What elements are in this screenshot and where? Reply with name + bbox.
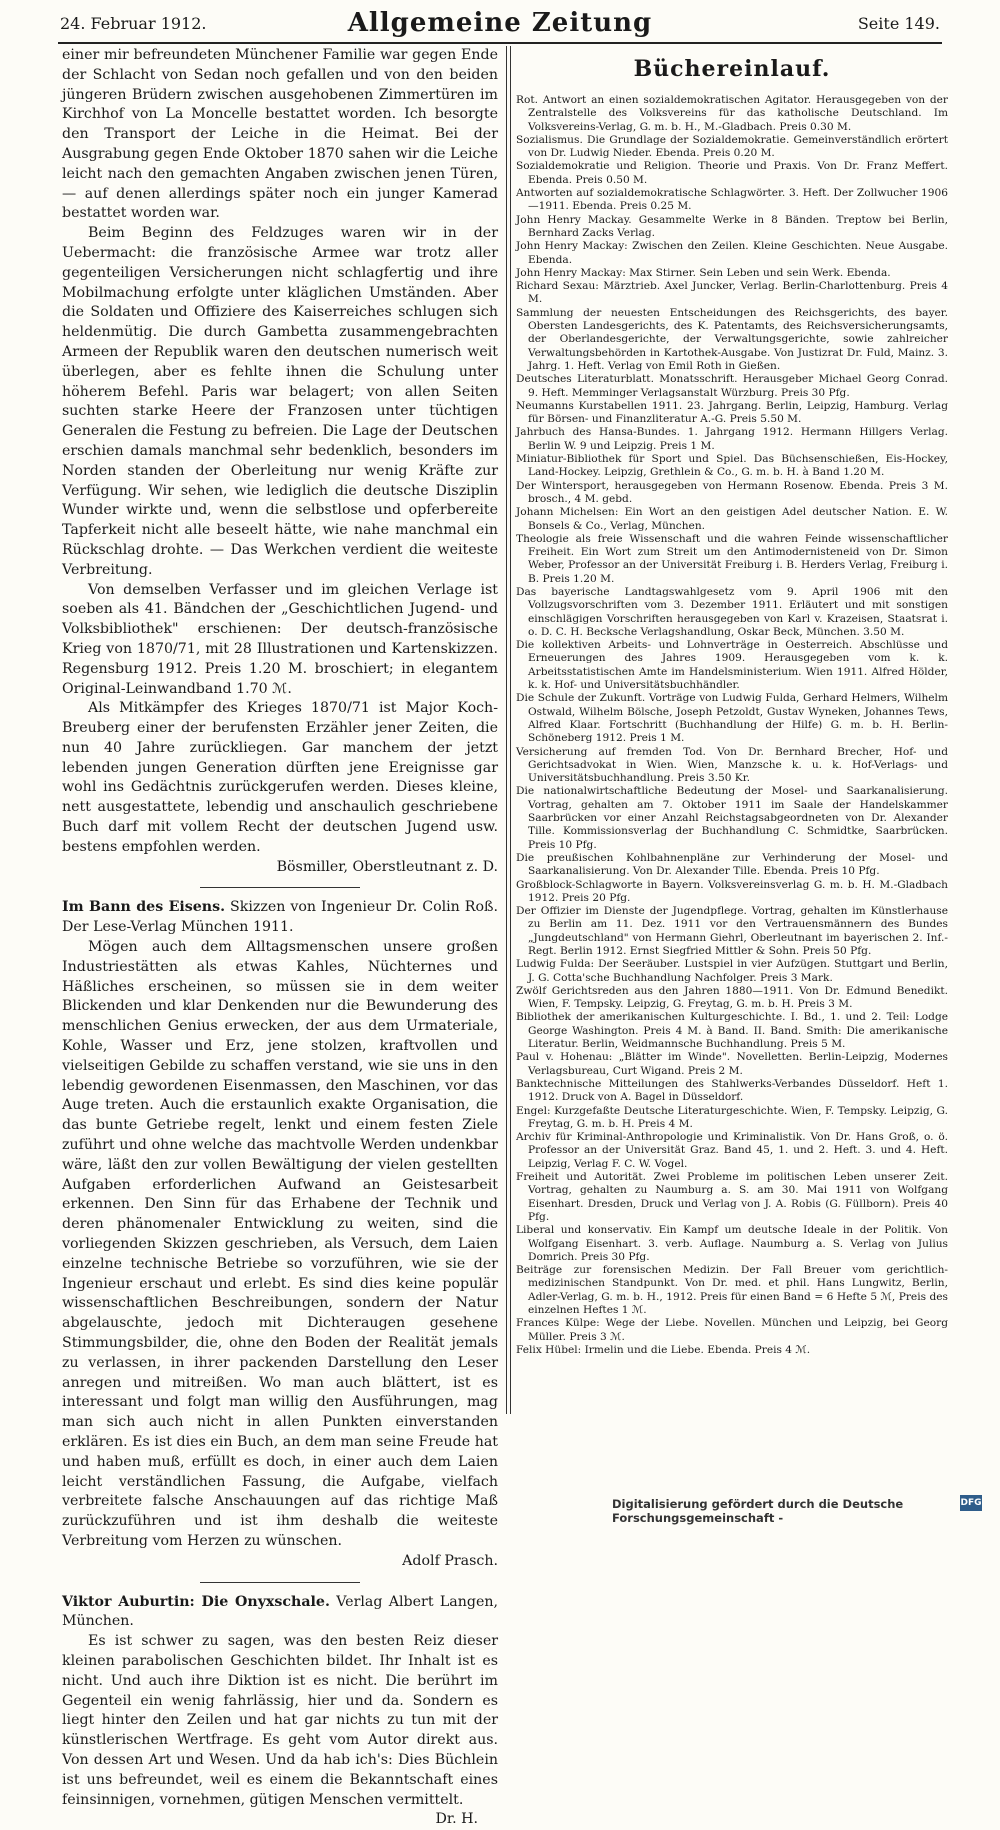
book-entry: Zwölf Gerichtsreden aus den Jahren 1880—1911. Von Dr. Edmund Benedikt. Wien, F. Tempsky. Leipzig, G. Freytag, G. m. b. H. Preis 3 M. — [516, 984, 948, 1011]
book-entry: Die kollektiven Arbeits- und Lohnverträge in Oesterreich. Abschlüsse und Erneuerungen des Jahres 1909. Herausgegeben vom k. k. Arbeitsstatistischen Amte im Handelsministerium. Wien 1911. Alfred Hölder, k. k. Hof- und Universitätsbuchhändler. — [516, 639, 948, 692]
book-entry: Archiv für Kriminal-Anthropologie und Kriminalistik. Von Dr. Hans Groß, o. ö. Professor an der Universität Graz. Band 45, 1. und 2. Heft. 3. und 4. Heft. Leipzig, Verlag F. C. W. Vogel. — [516, 1131, 948, 1170]
book-list — [516, 94, 948, 1357]
paragraph: einer mir befreundeten Münchener Familie war gegen Ende der Schlacht von Sedan noch gefallen und von den beiden jüngeren Brüdern zwischen ausgehobenen Zimmertüren im Kirchhof von La Moncelle bestattet worden. Ich besorgte den Transport der Leiche in die Heimat. Bei der Ausgrabung gegen Ende Oktober 1870 sahen wir die Leiche leicht nach den gemachten Angaben zwischen jenen Türen, — auf denen allerdings später noch ein junger Kamerad bestattet worden war. — [62, 47, 498, 222]
book-entry: Sozialdemokratie und Religion. Theorie und Praxis. Von Dr. Franz Meffert. Ebenda. Preis 0.50 M. — [516, 160, 948, 186]
paragraph: Beim Beginn des Feldzuges waren wir in der Uebermacht: die französische Armee war trotz aller gegenteiligen Versicherungen nicht schlagfertig und ihre Mobilmachung erfolgte unter kläglichen Umständen. Aber die Soldaten und Offiziere des Kaiserreiches schlugen sich heldenmütig. Die durch Gambetta zusammengebrachten Armeen der Republik waren den deutschen numerisch weit überlegen, aber es fehlte ihnen die Schulung unter höherem Befehl. Paris war belagert; von allen Seiten suchten starke Heere der Franzosen unter tüchtigen Generalen die Festung zu befreien. Die Lage der Deutschen erschien damals manchmal sehr bedenklich, besonders im Norden standen der Oberleitung nur wenig Kräfte zur Verfügung. Wir sehen, wie lediglich die deutsche Disziplin Wunder wirkte und, wenn die selbstlose und opferbereite Tapferkeit nicht alle beseelt hätte, wie nahe manchmal ein Rückschlag drohte. — Das Werkchen verdient die weiteste Verbreitung. — [62, 225, 498, 578]
book-entry: Rot. Antwort an einen sozialdemokratischen Agitator. Herausgegeben von der Zentralstelle des Volksvereins für das katholische Deutschland. Im Volksvereins-Verlag, G. m. b. H., M.-Gladbach. Preis 0.30 M. — [516, 94, 948, 133]
book-entry: Paul v. Hohenau: „Blätter im Winde". Novelletten. Berlin-Leipzig, Modernes Verlagsbureau, Curt Wigand. Preis 2 M. — [516, 1051, 948, 1077]
book-entry: Jahrbuch des Hansa-Bundes. 1. Jahrgang 1912. Hermann Hillgers Verlag. Berlin W. 9 und Leipzig. Preis 1 M. — [516, 426, 948, 452]
book-entry: Das bayerische Landtagswahlgesetz vom 9. April 1906 mit den Vollzugsvorschriften vom 3. Dezember 1911. Erläutert und mit sonstigen einschlägigen Vorschriften herausgegeben von Karl v. Krazeisen, Staatsrat i. o. D. C. H. Becksche Verlagshandlung, Oskar Beck, München. 3.50 M. — [516, 585, 948, 638]
book-entry: Theologie als freie Wissenschaft und die wahren Feinde wissenschaftlicher Freiheit. Ein Wort zum Streit um den Antimodernisteneid von Dr. Simon Weber, Professor an der Universität Freiburg i. B. Herders Verlag, Freiburg i. B. Preis 1.20 M. — [516, 532, 948, 585]
header-date: 24. Februar 1912. — [60, 14, 207, 33]
book-entry: Ludwig Fulda: Der Seeräuber. Lustspiel in vier Aufzügen. Stuttgart und Berlin, J. G. Cotta'sche Buchhandlung Nachfolger. Preis 3 Mark. — [516, 958, 948, 984]
book-entry: Miniatur-Bibliothek für Sport und Spiel. Das Büchsenschießen, Eis-Hockey, Land-Hockey. Leipzig, Grethlein & Co., G. m. b. H. à Band 1.20 M. — [516, 453, 948, 479]
book-entry: Liberal und konservativ. Ein Kampf um deutsche Ideale in der Politik. Von Wolfgang Eisenhart. 3. verb. Auflage. Naumburg a. S. Verlag von Julius Domrich. Preis 30 Pfg. — [516, 1224, 948, 1263]
signature-prasch: Adolf Prasch. — [402, 1552, 498, 1569]
signature-dr-h: Dr. H. — [435, 1811, 478, 1828]
book-entry: Die preußischen Kohlbahnenpläne zur Verhinderung der Mosel- und Saarkanalisierung. Von Dr. Alexander Tille. Ebenda. Preis 10 Pfg. — [516, 851, 948, 878]
column-divider-second — [510, 46, 511, 1414]
right-column — [516, 46, 948, 1357]
review-heading — [62, 898, 498, 938]
review-intro: Verlag Albert Langen, München. — [62, 1593, 498, 1630]
book-entry: Versicherung auf fremden Tod. Von Dr. Bernhard Brecher, Hof- und Gerichtsadvokat in Wien. Wien, Manzsche k. u. k. Hof-Verlags- und Universitätsbuchhandlung. Preis 3.50 Kr. — [516, 745, 948, 785]
signature-boesmiller: Bösmiller, Oberstleutnant z. D. — [276, 858, 498, 875]
page-header — [60, 8, 940, 38]
book-entry: Engel: Kurzgefaßte Deutsche Literaturgeschichte. Wien, F. Tempsky. Leipzig, G. Freytag, G. m. b. H. Preis 4 M. — [516, 1104, 948, 1130]
column-divider — [506, 46, 507, 1414]
dfg-logo: DFG — [960, 1495, 982, 1511]
book-entry: Johann Michelsen: Ein Wort an den geistigen Adel deutscher Nation. E. W. Bonsels & Co., Verlag, München. — [516, 506, 948, 532]
book-entry: John Henry Mackay: Max Stirner. Sein Leben und sein Werk. Ebenda. — [516, 266, 891, 279]
separator-rule — [200, 1582, 360, 1583]
paragraph: Es ist schwer zu sagen, was den besten Reiz dieser kleinen parabolischen Geschichten bildet. Ihr Inhalt ist es nicht. Und auch ihre Diktion ist es nicht. Die berührt im Gegenteil ein wenig fahrlässig, hier und da. Sondern es liegt hinter den Zeilen und hat gar nichts zu tun mit der künstlerischen Wertfrage. Es geht vom Autor direkt aus. Von dessen Art und Wesen. Und da hab ich's: Dies Büchlein ist uns befreundet, weil es einem die Bekanntschaft eines feinsinnigen, vornehmen, gütigen Menschen vermittelt. — [62, 1633, 498, 1808]
review-heading — [62, 1593, 498, 1633]
header-rule — [58, 42, 942, 44]
left-column — [62, 46, 498, 1830]
book-entry: Felix Hübel: Irmelin und die Liebe. Ebenda. Preis 4 ℳ. — [516, 1343, 811, 1356]
book-entry: Der Offizier im Dienste der Jugendpflege. Vortrag, gehalten im Künstlerhause zu Berlin am 11. Dez. 1911 vor den Vertrauensmännern des Bundes „Jungdeutschland" von Hermann Giehrl, Oberleutnant im bayerischen 2. Inf.-Regt. Berlin 1912. Ernst Siegfried Mittler & Sohn. Preis 50 Pfg. — [516, 905, 948, 957]
book-entry: Der Wintersport, herausgegeben von Hermann Rosenow. Ebenda. Preis 3 M. brosch., 4 M. gebd. — [516, 479, 948, 505]
separator-rule — [200, 887, 360, 888]
book-entry: Beiträge zur forensischen Medizin. Der Fall Breuer vom gerichtlich-medizinischen Standpunkt. Von Dr. med. et phil. Hans Lungwitz, Berlin, Adler-Verlag, G. m. b. H., 1912. Preis für einen Band = 6 Hefte 5 ℳ, Preis des einzelnen Heftes 1 ℳ. — [516, 1264, 948, 1317]
book-entry: Großblock-Schlagworte in Bayern. Volksvereinsverlag G. m. b. H. M.-Gladbach 1912. Preis 20 Pfg. — [516, 878, 948, 904]
header-page-number: Seite 149. — [857, 14, 940, 33]
paragraph: Von demselben Verfasser und im gleichen Verlage ist soeben als 41. Bändchen der „Geschichtlichen Jugend- und Volksbibliothek" erschienen: Der deutsch-französische Krieg von 1870/71, mit 28 Illustrationen und Kartenskizzen. Regensburg 1912. Preis 1.20 M. broschiert; in elegantem Original-Leinwandband 1.70 ℳ. — [62, 581, 498, 697]
review-intro: Skizzen von Ingenieur Dr. Colin Roß. Der Lese-Verlag München 1911. — [62, 899, 498, 936]
section-heading: Büchereinlauf. — [633, 56, 831, 82]
book-entry: Frances Külpe: Wege der Liebe. Novellen. München und Leipzig, bei Georg Müller. Preis 3 ℳ. — [516, 1317, 948, 1343]
book-entry: John Henry Mackay: Zwischen den Zeilen. Kleine Geschichten. Neue Ausgabe. Ebenda. — [516, 240, 948, 266]
book-entry: Sozialismus. Die Grundlage der Sozialdemokratie. Gemeinverständlich erörtert von Dr. Ludwig Nieder. Ebenda. Preis 0.20 M. — [516, 133, 948, 160]
book-entry: Antworten auf sozialdemokratische Schlagwörter. 3. Heft. Der Zollwucher 1906—1911. Ebenda. Preis 0.25 M. — [516, 187, 948, 213]
book-entry: Neumanns Kurstabellen 1911. 23. Jahrgang. Berlin, Leipzig, Hamburg. Verlag für Börsen- und Finanzliteratur A.-G. Preis 5.50 M. — [516, 399, 948, 426]
book-entry: Die nationalwirtschaftliche Bedeutung der Mosel- und Saarkanalisierung. Vortrag, gehalten am 7. Oktober 1911 im Saale der Handelskammer Saarbrücken vor einer Anzahl Reichstagsabgeordneten von Dr. Alexander Tille. Kommissionsverlag der Buchhandlung C. Schmidtke, Saarbrücken. Preis 10 Pfg. — [516, 785, 948, 851]
book-entry: Richard Sexau: Märztrieb. Axel Juncker, Verlag. Berlin-Charlottenburg. Preis 4 M. — [516, 280, 948, 306]
book-entry: Sammlung der neuesten Entscheidungen des Reichsgerichts, des bayer. Obersten Landesgerichts, des K. Patentamts, des Reichsversicherungsamts, der Oberlandesgerichte, der Verwaltungsgerichte, sowie zahlreicher Verwaltungsbehörden in Kartothek-Ausgabe. Von Justizrat Dr. Fuld, Mainz. 3. Jahrg. 1. Heft. Verlag von Emil Roth in Gießen. — [516, 306, 948, 372]
review-title: Im Bann des Eisens. — [62, 899, 226, 916]
book-entry: John Henry Mackay. Gesammelte Werke in 8 Bänden. Treptow bei Berlin, Bernhard Zacks Verlag. — [516, 213, 948, 239]
book-entry: Bibliothek der amerikanischen Kulturgeschichte. I. Bd., 1. und 2. Teil: Lodge George Washington. Preis 4 M. à Band. II. Band. Smith: Die amerikanische Literatur. Berlin, Weidmannsche Buchhandlung. Preis 5 M. — [516, 1011, 948, 1051]
review-title: Viktor Auburtin: Die Onyxschale. — [62, 1593, 330, 1610]
book-entry: Die Schule der Zukunft. Vorträge von Ludwig Fulda, Gerhard Helmers, Wilhelm Ostwald, Wilhelm Bölsche, Joseph Petzoldt, Gustav Wyneken, Johannes Tews, Alfred Klaar. Fortschritt (Buchhandlung der Hilfe) G. m. b. H. Berlin-Schöneberg 1912. Preis 1 M. — [516, 692, 948, 745]
book-entry: Deutsches Literaturblatt. Monatsschrift. Herausgeber Michael Georg Conrad. 9. Heft. Memminger Verlagsanstalt Würzburg. Preis 30 Pfg. — [516, 373, 948, 399]
book-entry: Freiheit und Autorität. Zwei Probleme im politischen Leben unserer Zeit. Vortrag, gehalten zu Naumburg a. S. am 30. Mai 1911 von Wolfgang Eisenhart. Dresden, Druck und Verlag von J. A. Robis (G. Füllborn). Preis 40 Pfg. — [516, 1171, 948, 1223]
paragraph: Als Mitkämpfer des Krieges 1870/71 ist Major Koch-Breuberg einer der berufensten Erzähler jener Zeiten, die nun 40 Jahre zurückliegen. Gar manchem der jetzt lebenden jungen Generation dürften jene Ereignisse gar wohl ins Gedächtnis zurückgerufen werden. Dieses kleine, nett ausgestattete, lebendig und anschaulich geschriebene Buch darf mit vollem Recht der deutschen Jugend usw. bestens empfohlen werden. — [62, 700, 498, 855]
book-entry: Banktechnische Mitteilungen des Stahlwerks-Verbandes Düsseldorf. Heft 1. 1912. Druck von A. Bagel in Düsseldorf. — [516, 1077, 948, 1104]
paragraph: Mögen auch dem Alltagsmenschen unsere großen Industriestätten als etwas Kahles, Nüchternes und Häßliches erscheinen, so müssen sie in dem weiter Blickenden und klar Denkenden nur die Bewunderung des menschlichen Genius erwecken, der aus dem Urmateriale, Kohle, Wasser und Erz, jene stolzen, kraftvollen und vielseitigen Gebilde zu schaffen verstand, wie sie uns in den lebendig gewordenen Eisenmassen, den Maschinen, vor das Auge treten. Auch die erstaunlich exakte Organisation, die das bunte Getriebe regelt, lenkt und einem festen Ziele zuführt und ohne welche das machtvolle Werden undenkbar wäre, läßt den zur vollen Bewältigung der vielen gestellten Aufgaben erforderlichen Aufwand an Geistesarbeit erkennen. Den Sinn für das Erhabene der Technik und deren phänomenaler Entwicklung zu weiten, sind die vorliegenden Skizzen geschrieben, als Versuch, dem Laien einzelne technische Betriebe so vorzuführen, wie sie der Ingenieur erschaut und erlebt. Es sind dies keine populär wissenschaftlichen Beschreibungen, sondern der Natur abgelauschte, jedoch mit Dichteraugen gesehene Stimmungsbilder, die, ohne den Boden der Realität jemals zu verlassen, in ihrer packenden Darstellung den Leser anregen und mitreißen. Wo man auch blättert, ist es interessant und folgt man willig den Ausführungen, mag man sich auch nicht in allen Punkten einverstanden erklären. Es ist dies ein Buch, an dem man seine Freude hat und haben muß, erfüllt es doch, in einer auch dem Laien leicht verständlichen Fassung, die Aufgabe, vielfach verbreitete falsche Anschauungen auf das richtige Maß zurückzuführen und ist ihm deshalb die weiteste Verbreitung vom Herzen zu wünschen. — [62, 939, 498, 1549]
footer-credit: Digitalisierung gefördert durch die Deutsche Forschungsgemeinschaft - — [612, 1497, 904, 1525]
newspaper-title: Allgemeine Zeitung — [347, 8, 653, 38]
